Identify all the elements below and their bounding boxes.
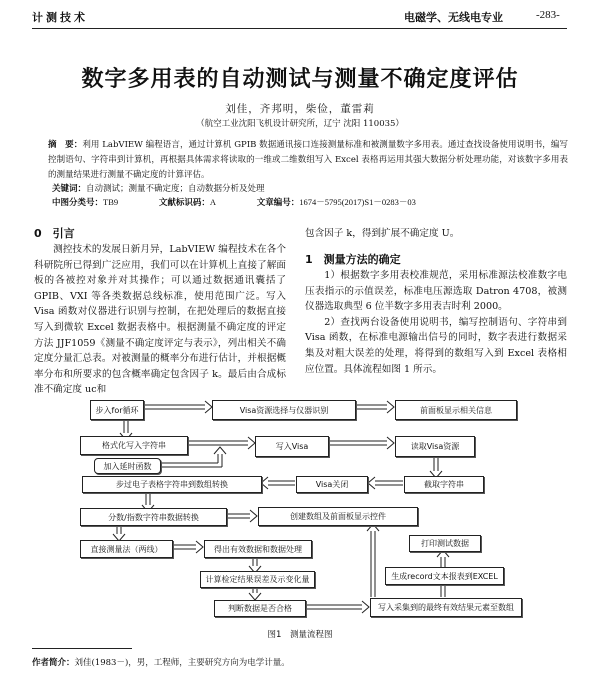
arrow-n2-n3 [355, 401, 394, 413]
doc-code-value: A [209, 197, 216, 207]
flow-node-direct-measure: 直接测量法（两线） [80, 540, 173, 558]
flow-node-write-visa: 写入Visa [255, 436, 329, 457]
flow-node-judge-data: 判断数据是否合格 [214, 600, 306, 617]
method-heading: 1 测量方法的确定 [305, 253, 401, 266]
affiliation: （航空工业沈阳飞机设计研究所，辽宁 沈阳 110035） [196, 119, 404, 129]
keywords-text: 自动测试；测量不确定度；自动数据分析及处理 [86, 184, 265, 194]
arrow-n5-n6 [328, 437, 394, 449]
authors: 刘佳，齐邦明，柴俭，董雷莉 [225, 103, 375, 115]
flow-node-valid-data: 得出有效数据和数据处理 [204, 540, 312, 558]
author-bio-label: 作者简介： [32, 658, 75, 668]
arrow-n6-n10 [430, 456, 442, 478]
flow-node-front-panel-info: 前面板显示相关信息 [395, 400, 517, 420]
arrow-n11-n13 [113, 525, 125, 541]
method-paragraph-2: 2）查找两台设备使用说明书，编写控制语句、字符串到 Visa 函数，在标准电源输出信号的同时，数字表进行数据采集及对粗大误差的处理，将得到的数组写入到 Excel 表格相应位置。具体流程如图 1 所示。 [305, 316, 567, 375]
flow-node-format-string: 格式化写入字符串 [80, 436, 188, 455]
article-no-label: 文章编号： [256, 198, 300, 208]
flow-node-create-array: 创建数组及前面板显示控件 [258, 507, 418, 526]
figure-caption: 图1 测量流程图 [267, 630, 333, 640]
page-number: -283- [536, 9, 560, 21]
arrow-n1-n2 [143, 401, 212, 413]
arrow-n11-n12 [226, 510, 257, 522]
clc-label: 中图分类号： [52, 198, 104, 208]
flow-node-visa-select: Visa资源选择与仪器识别 [212, 400, 356, 420]
article-no-value: 1674－5795(2017)S1－0283－03 [299, 197, 416, 207]
paper-title: 数字多用表的自动测试与测量不确定度评估 [81, 67, 519, 92]
intro-heading: 0 引言 [34, 227, 75, 240]
section-name: 电磁学、无线电专业 [404, 11, 503, 24]
intro-paragraph: 测控技术的发展日新月异，LabVIEW 编程技术在各个科研院所已得到广泛应用，我们可以在计算机上直接了解面板的各被控对象并对其操作；可以通过数据通讯囊括了 GPIB、VXI 等各类数据总线标准，使用范围广泛。写入 Visa 函数对仪器进行识别与控制，在把处理后的数据直接写入到微软 Excel 数据表格中。根据测量不确定度的评定方法 JJF1059《测量不确定度评定与表示》，列出相关不确定度分量汇总表。对被测量的概率分布进行估计，并根据概率分布和所要求的包含概率确定包含因子 k。最后由合成标准不确定度 uc和 [34, 244, 286, 396]
abstract-text: 利用 LabVIEW 编程语言，通过计算机 GPIB 数据通讯接口连接测量标准和被测量数字多用表。通过查找设备使用说明书，编写控制语句、字符串到计算机，再根据具体需求将读取的一维或二维数组写入 Excel 表格再运用其强大数据分析处理功能，对该数字多用表的测量结果进行测量不确定度的计算评估。 [48, 140, 568, 180]
arrow-n18-n19 [437, 550, 449, 567]
flow-node-calc-error: 计算检定结果误差及示变化量 [200, 571, 315, 588]
flow-node-number-conversion: 分数/指数字符串数据转换 [80, 508, 227, 526]
flow-node-generate-excel: 生成record文本报表到EXCEL [385, 567, 504, 585]
author-bio-text: 刘佳(1983－)，男，工程师，主要研究方向为电学计量。 [74, 658, 290, 668]
arrow-n13-n14 [172, 541, 203, 553]
flow-node-print-data: 打印测试数据 [409, 535, 481, 552]
arrow-n10-n9 [368, 477, 403, 489]
journal-name: 计测技术 [32, 11, 88, 24]
flow-node-delay: 加入延时函数 [94, 458, 161, 474]
author-bio [32, 656, 290, 668]
arrow-n17-n12 [367, 524, 379, 597]
flow-node-read-visa: 读取Visa资源 [395, 436, 475, 457]
flow-node-visa-close: Visa关闭 [296, 476, 368, 493]
footnote-rule [32, 648, 132, 649]
abstract-label: 摘 要： [48, 140, 83, 150]
method-paragraph-1: 1）根据数字多用表校准规范，采用标准源法校准数字电压表指示的示值误差，标准电压源选取 Datron 4708，被测仪器选取典型 6 位半数字多用表吉时利 2000。 [305, 270, 567, 313]
arrow-n4-n5 [187, 437, 255, 449]
intro-continuation: 包含因子 k，得到扩展不确定度 U。 [305, 228, 460, 239]
arrow-n16-n17 [305, 601, 369, 613]
flow-node-string-to-array: 步过电子表格字符串到数组转换 [82, 476, 262, 493]
doc-code-label: 文献标识码： [158, 198, 210, 208]
clc-value: TB9 [103, 197, 119, 207]
flow-node-write-final: 写入采集到的最终有效结果元素至数组 [370, 598, 522, 617]
flow-node-for-loop: 步入for循环 [90, 400, 144, 420]
flow-node-extract-string: 截取字符串 [404, 476, 484, 493]
arrow-n9-n8 [261, 477, 295, 489]
keywords-label: 关键词： [52, 184, 87, 194]
